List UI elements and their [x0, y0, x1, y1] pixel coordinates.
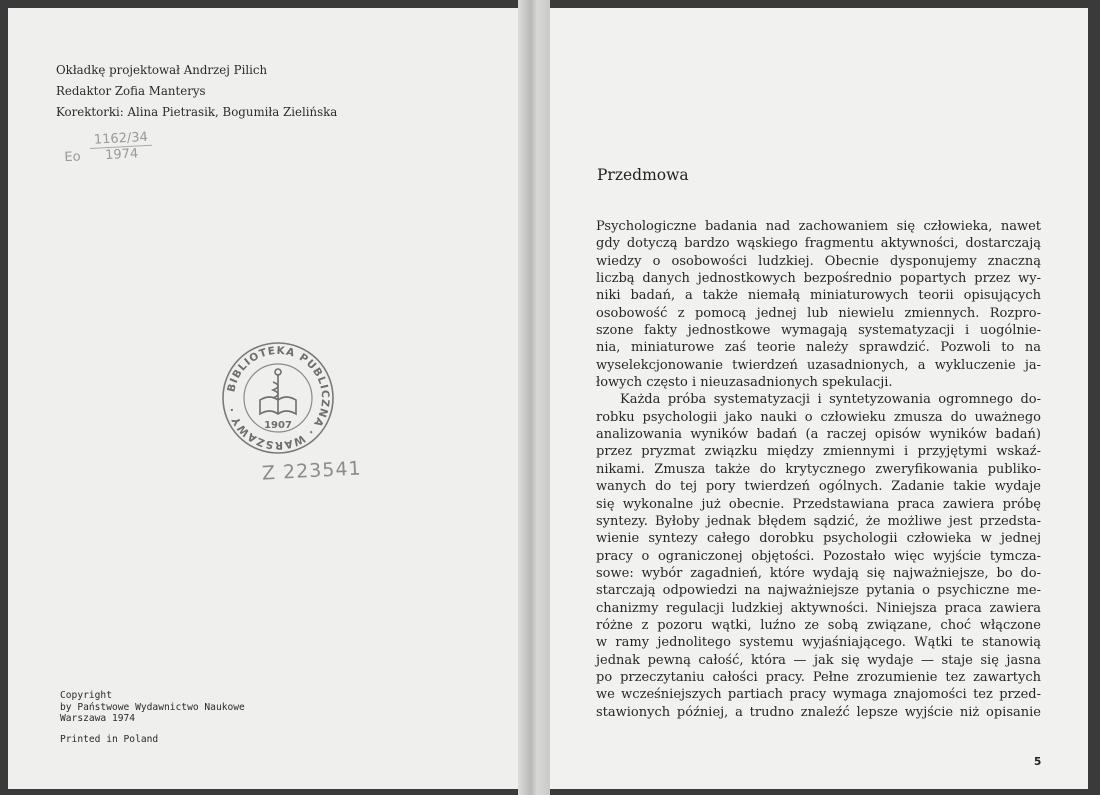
- imprint-line: by Państwowe Wydawnictwo Naukowe: [60, 701, 245, 713]
- text-line: stawionych później, a trudno znaleźć lepsze wyjście niż opisanie: [596, 704, 1041, 720]
- left-page: [8, 8, 518, 789]
- text-line: w ramy jednolitego systemu wyjaśniającego. Wątki te stanowią: [596, 635, 1041, 651]
- text-line: nia, miniaturowe zaś teorie należy sprawdzić. Pozwoli to na: [596, 340, 1041, 356]
- catalog-number-top: 1162/34: [90, 130, 153, 149]
- inventory-number: Z 223541: [261, 457, 363, 485]
- text-line: wanych do tej pory twierdzeń ogólnych. Zadanie takie wydaje: [596, 479, 1041, 495]
- text-line: wyselekcjonowanie twierdzeń uzasadnionych, a wykluczenie ja-: [596, 357, 1041, 373]
- imprint-line: Warszawa 1974: [60, 713, 136, 724]
- stamp-year: 1907: [264, 420, 292, 431]
- text-line: szone fakty jednostkowe wymagają systematyzacji i uogólnie-: [596, 323, 1041, 339]
- credits-block: [56, 60, 337, 123]
- text-line: nikami. Zmusza także do krytycznego zweryfikowania publiko-: [596, 461, 1041, 477]
- text-line: Psychologiczne badania nad zachowaniem się człowieka, nawet: [596, 219, 1041, 234]
- imprint-block: [60, 690, 245, 745]
- text-line: po przeczytaniu całości pracy. Pełne zrozumienie tez zawartych: [596, 669, 1041, 685]
- text-line: liczbą danych jednostkowych bezpośrednio popartych przez wy-: [596, 271, 1041, 287]
- text-line: łowych często i nieuzasadnionych spekulacji.: [596, 375, 893, 391]
- text-line: Każda próba systematyzacji i syntetyzowania ogromnego do-: [620, 392, 1041, 408]
- proofreaders-credit: Korektorki: Alina Pietrasik, Bogumiła Zielińska: [56, 105, 338, 119]
- text-line: robku psychologii jako nauki o człowieku zmusza do uważnego: [596, 409, 1041, 425]
- text-line: starczają odpowiedzi na najważniejsze pytania o psychiczne me-: [596, 583, 1041, 599]
- catalog-number-bottom: 1974: [104, 146, 139, 164]
- book-spine-gutter: [518, 0, 550, 795]
- text-line: przez pryzmat związku między zmiennymi i przyjętymi wskaź-: [596, 444, 1041, 460]
- catalog-prefix: Eo: [64, 149, 82, 166]
- text-line: wiedzy o osobowości ludzkiej. Obecnie dysponujemy znaczną: [596, 253, 1041, 269]
- text-line: osobowość z pomocą jednej lub niewielu zmiennych. Rozpro-: [596, 305, 1041, 321]
- page-number: 5: [1034, 756, 1042, 768]
- catalog-number: [90, 130, 154, 164]
- text-line: pracy o ograniczonej objętości. Pozostało więc wyjście tymcza-: [596, 548, 1041, 564]
- text-line: wienie syntezy całego dorobku psychologii człowieka w jednej: [596, 531, 1041, 547]
- preface-body: [596, 218, 1041, 721]
- handwritten-catalog-note: [63, 130, 153, 166]
- book-emblem-icon: [260, 369, 296, 414]
- text-line: jednak pewną całość, która — jak się wydaje — staje się jasna: [596, 652, 1041, 668]
- text-line: we wcześniejszych partiach pracy wymaga znajomości tez przed-: [596, 687, 1041, 703]
- text-line: analizowania wyników badań (a raczej opisów wyników badań): [596, 427, 1041, 443]
- text-line: różne z pozoru wątki, luźno ze sobą związane, choć włączone: [596, 617, 1041, 633]
- right-page: [550, 8, 1088, 789]
- library-stamp: [218, 338, 338, 458]
- stamp-ring-text: BIBLIOTEKA PUBLICZNA · WARSZAWY ·: [225, 344, 332, 452]
- chapter-heading: Przedmowa: [597, 166, 689, 184]
- text-line: sowe: wybór zagadnień, które wydają się najważniejsze, bo do-: [596, 565, 1041, 581]
- text-line: się wykonalne już obecnie. Przedstawiana praca zawiera próbę: [596, 496, 1041, 512]
- cover-designer-credit: Okładkę projektował Andrzej Pilich: [56, 63, 268, 77]
- text-line: chanizmy regulacji ludzkiej aktywności. Niniejsza praca zawiera: [596, 600, 1041, 616]
- editor-credit: Redaktor Zofia Manterys: [56, 84, 206, 98]
- text-line: syntezy. Byłoby jednak błędem sądzić, że możliwe jest przedsta-: [596, 513, 1041, 529]
- imprint-line: Copyright: [60, 690, 112, 701]
- text-line: niki badań, a także niemałą miniaturowych teorii opisujących: [596, 288, 1041, 304]
- printed-in-line: Printed in Poland: [60, 733, 159, 745]
- text-line: gdy dotyczą bardzo wąskiego fragmentu aktywności, dostarczają: [596, 236, 1041, 252]
